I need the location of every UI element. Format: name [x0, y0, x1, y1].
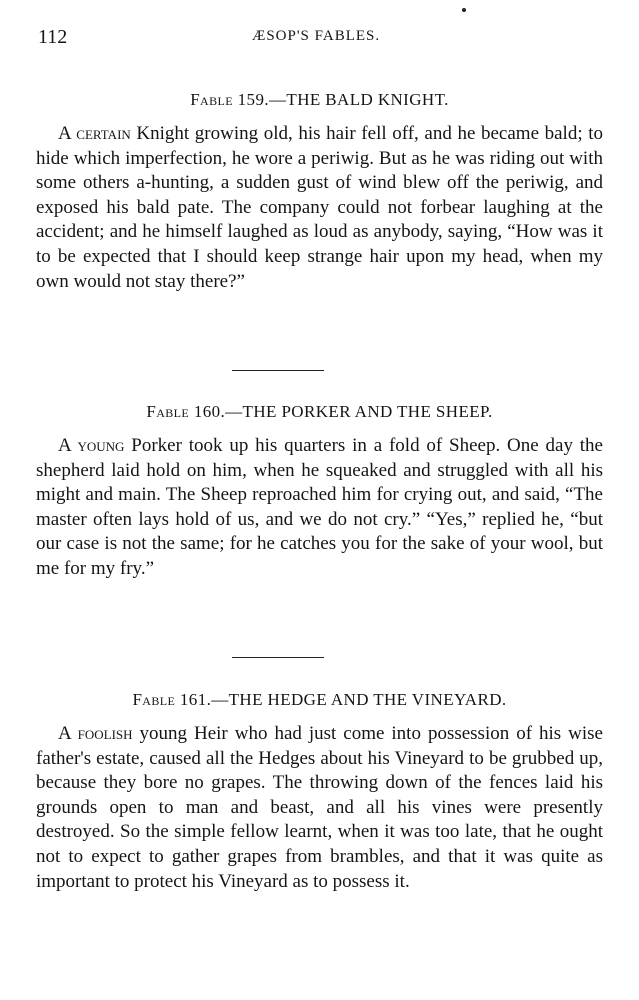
book-title: ÆSOP'S FABLES. — [252, 28, 381, 44]
fable-lead-word: A foolish — [58, 723, 133, 744]
fable-number-title: 161.—THE HEDGE AND THE VINEYARD. — [179, 690, 507, 709]
fable-number-title: 159.—THE BALD KNIGHT. — [237, 90, 449, 109]
fable-heading — [36, 686, 603, 714]
fable-number-title: 160.—THE PORKER AND THE SHEEP. — [193, 402, 493, 421]
running-head — [38, 26, 601, 50]
ink-speck — [462, 8, 466, 12]
fable-body-text: Knight growing old, his hair fell off, and he became bald; to hide which imperfection, he wore a periwig. But as he was riding out with some others a-hunting, a sudden gust of wind blew off the periwig, and exposed his bald pate. The company could not forbear laughing at the accident; and he himself laughed as loud as anybody, saying, “How was it to be expected that I should keep strange hair upon my head, when my own would not stay there?” — [36, 123, 603, 292]
section-divider — [232, 370, 324, 371]
fable-160 — [36, 398, 603, 582]
fable-text — [36, 122, 603, 294]
section-divider — [232, 657, 324, 658]
fable-heading — [36, 86, 603, 114]
fable-lead-word: A young — [58, 435, 125, 456]
fable-heading — [36, 398, 603, 426]
fable-label: Fable — [146, 402, 190, 421]
fable-159 — [36, 86, 603, 294]
fable-text — [36, 434, 603, 582]
fable-label: Fable — [190, 90, 233, 109]
fable-lead-word: A certain — [58, 123, 131, 144]
page-number: 112 — [38, 26, 68, 48]
fable-161 — [36, 686, 603, 894]
fable-body-text: Porker took up his quarters in a fold of Sheep. One day the shepherd laid hold on him, when he squeaked and struggled with all his might and main. The Sheep reproached him for crying out, and said, “The master often lays hold of us, and we do not cry.” “Yes,” replied he, “but our case is not the same; for he catches you for the sake of your wool, but me for my fry.” — [36, 435, 603, 579]
fable-body-text: young Heir who had just come into possession of his wise father's estate, caused all the Hedges about his Vineyard to be grubbed up, because they bore no grapes. The throwing down of the fences laid his grounds open to man and beast, and all his vines were presently destroyed. So the simple fellow learnt, when it was too late, that he ought not to expect to gather grapes from brambles, and that it was quite as important to protect his Vineyard as to possess it. — [36, 723, 603, 892]
fable-text — [36, 722, 603, 894]
fable-label: Fable — [132, 690, 176, 709]
